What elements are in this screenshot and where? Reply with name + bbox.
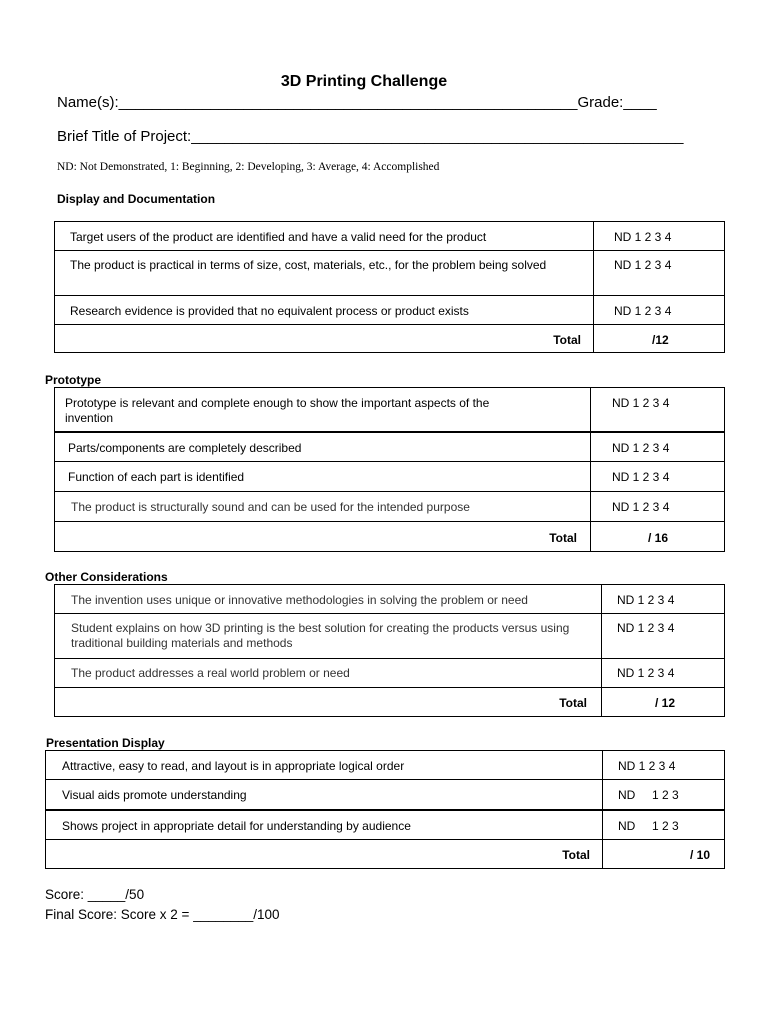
rating-cell: ND 1 2 3 4 bbox=[602, 585, 725, 614]
criterion-cell: Prototype is relevant and complete enough to show the important aspects of the invention bbox=[55, 388, 591, 432]
names-grade-field: Name(s):_______________________________________________________Grade:____ bbox=[57, 94, 657, 111]
table-row bbox=[55, 388, 725, 432]
rating-cell: ND 1 2 3 bbox=[603, 810, 725, 840]
table-row bbox=[55, 659, 725, 688]
criterion-cell: The product is structurally sound and can be used for the intended purpose bbox=[55, 492, 591, 522]
rating-cell: ND 1 2 3 4 bbox=[602, 659, 725, 688]
total-value: / 16 bbox=[591, 522, 725, 552]
rating-cell: ND 1 2 3 4 bbox=[602, 614, 725, 659]
table-row bbox=[55, 462, 725, 492]
criterion-cell: The invention uses unique or innovative methodologies in solving the problem or need bbox=[55, 585, 602, 614]
total-value: /12 bbox=[594, 325, 725, 353]
table-row bbox=[55, 585, 725, 614]
table-row bbox=[55, 432, 725, 462]
criterion-cell: Parts/components are completely described bbox=[55, 432, 591, 462]
criterion-cell: Student explains on how 3D printing is the best solution for creating the products versus using traditional building materials and methods bbox=[55, 614, 602, 659]
table-row bbox=[46, 751, 725, 780]
total-row bbox=[55, 522, 725, 552]
total-row bbox=[55, 325, 725, 353]
section-heading-other: Other Considerations bbox=[45, 570, 168, 584]
rating-legend: ND: Not Demonstrated, 1: Beginning, 2: Developing, 3: Average, 4: Accomplished bbox=[57, 161, 440, 173]
rubric-table-other bbox=[54, 584, 725, 717]
project-title-field: Brief Title of Project:___________________________________________________________ bbox=[57, 128, 684, 145]
criterion-cell: Visual aids promote understanding bbox=[46, 780, 603, 810]
rating-cell: ND 1 2 3 4 bbox=[591, 388, 725, 432]
rating-cell: ND 1 2 3 bbox=[603, 780, 725, 810]
section-heading-prototype: Prototype bbox=[45, 373, 102, 387]
total-row bbox=[46, 840, 725, 869]
criterion-cell: The product addresses a real world problem or need bbox=[55, 659, 602, 688]
total-label: Total bbox=[46, 840, 603, 869]
criterion-cell: Target users of the product are identified and have a valid need for the product bbox=[55, 222, 594, 251]
rating-cell: ND 1 2 3 4 bbox=[591, 432, 725, 462]
total-row bbox=[55, 688, 725, 717]
rubric-table-presentation bbox=[45, 750, 725, 869]
section-heading-presentation: Presentation Display bbox=[46, 736, 165, 750]
table-row bbox=[55, 251, 725, 296]
final-score-field: Final Score: Score x 2 = ________/100 bbox=[45, 907, 280, 922]
rating-cell: ND 1 2 3 4 bbox=[594, 251, 725, 296]
page-title: 3D Printing Challenge bbox=[280, 73, 448, 90]
criterion-cell: The product is practical in terms of size, cost, materials, etc., for the problem being solved bbox=[55, 251, 594, 296]
score-field: Score: _____/50 bbox=[45, 887, 145, 902]
criterion-cell: Shows project in appropriate detail for understanding by audience bbox=[46, 810, 603, 840]
table-row bbox=[46, 780, 725, 810]
total-label: Total bbox=[55, 688, 602, 717]
criterion-cell: Attractive, easy to read, and layout is in appropriate logical order bbox=[46, 751, 603, 780]
total-label: Total bbox=[55, 325, 594, 353]
table-row bbox=[55, 296, 725, 325]
total-label: Total bbox=[55, 522, 591, 552]
table-row bbox=[55, 222, 725, 251]
rubric-table-prototype bbox=[54, 387, 725, 552]
rating-cell: ND 1 2 3 4 bbox=[591, 462, 725, 492]
total-value: / 10 bbox=[603, 840, 725, 869]
section-heading-display: Display and Documentation bbox=[57, 192, 216, 206]
rating-cell: ND 1 2 3 4 bbox=[603, 751, 725, 780]
table-row bbox=[55, 614, 725, 659]
total-value: / 12 bbox=[602, 688, 725, 717]
rating-cell: ND 1 2 3 4 bbox=[594, 222, 725, 251]
rating-cell: ND 1 2 3 4 bbox=[591, 492, 725, 522]
rubric-table-display bbox=[54, 221, 725, 353]
table-row bbox=[46, 810, 725, 840]
criterion-cell: Research evidence is provided that no equivalent process or product exists bbox=[55, 296, 594, 325]
table-row bbox=[55, 492, 725, 522]
criterion-cell: Function of each part is identified bbox=[55, 462, 591, 492]
rating-cell: ND 1 2 3 4 bbox=[594, 296, 725, 325]
